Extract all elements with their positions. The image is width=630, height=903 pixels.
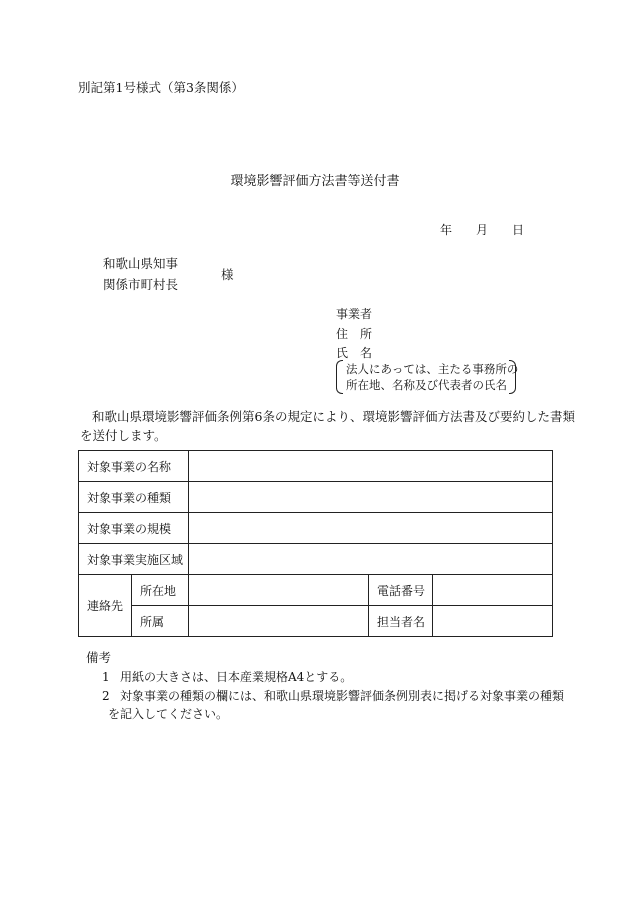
table-row — [79, 482, 553, 513]
date-day: 日 — [512, 223, 525, 237]
body-text-line1: 和歌山県環境影響評価条例第6条の規定により、環境影響評価方法書及び要約した書類 — [92, 409, 575, 424]
corporate-note-line2: 所在地、名称及び代表者の氏名 — [346, 378, 507, 392]
applicant-business-label: 事業者 — [336, 307, 373, 321]
applicant-address-label: 住 所 — [336, 327, 373, 341]
applicant-name-label: 氏 名 — [336, 346, 373, 360]
table-row — [79, 513, 553, 544]
note-2-text-line2: を記入してください。 — [108, 707, 229, 721]
table-row — [79, 606, 553, 637]
project-area-field[interactable] — [189, 544, 553, 575]
table-row — [79, 451, 553, 482]
project-scale-field[interactable] — [189, 513, 553, 544]
document-title: 環境影響評価方法書等送付書 — [230, 174, 400, 189]
note-1-text: 用紙の大きさは、日本産業規格A4とする。 — [120, 670, 353, 684]
note-2-number: 2 — [102, 689, 110, 703]
contact-phone-field[interactable] — [433, 575, 553, 606]
date-month: 月 — [476, 223, 489, 237]
contact-department-field[interactable] — [189, 606, 369, 637]
contact-address-label: 所在地 — [132, 575, 189, 606]
note-1-number: 1 — [102, 670, 110, 684]
addressee-mayors: 関係市町村長 — [103, 277, 179, 292]
contact-label: 連絡先 — [79, 575, 132, 637]
addressee-honorific: 様 — [221, 267, 234, 282]
row-label-project-type: 対象事業の種類 — [79, 482, 189, 513]
contact-phone-label: 電話番号 — [369, 575, 433, 606]
row-label-project-area: 対象事業実施区域 — [79, 544, 189, 575]
addressee-governor: 和歌山県知事 — [103, 256, 179, 271]
left-bracket — [336, 360, 343, 394]
body-text-line2: を送付します。 — [80, 428, 167, 443]
row-label-project-name: 対象事業の名称 — [79, 451, 189, 482]
project-info-table — [78, 450, 553, 637]
table-row — [79, 575, 553, 606]
project-name-field[interactable] — [189, 451, 553, 482]
row-label-project-scale: 対象事業の規模 — [79, 513, 189, 544]
notes-title: 備考 — [86, 650, 112, 665]
note-2-text-line1: 対象事業の種類の欄には、和歌山県環境影響評価条例別表に掲げる対象事業の種類 — [120, 689, 565, 703]
project-type-field[interactable] — [189, 482, 553, 513]
contact-person-label: 担当者名 — [369, 606, 433, 637]
contact-department-label: 所属 — [132, 606, 189, 637]
date-year: 年 — [440, 223, 453, 237]
corporate-note-line1: 法人にあっては、主たる事務所の — [346, 362, 519, 376]
corporate-note-bracket — [336, 360, 519, 392]
form-reference: 別記第1号様式（第3条関係） — [78, 80, 244, 95]
table-row — [79, 544, 553, 575]
contact-address-field[interactable] — [189, 575, 369, 606]
contact-person-field[interactable] — [433, 606, 553, 637]
